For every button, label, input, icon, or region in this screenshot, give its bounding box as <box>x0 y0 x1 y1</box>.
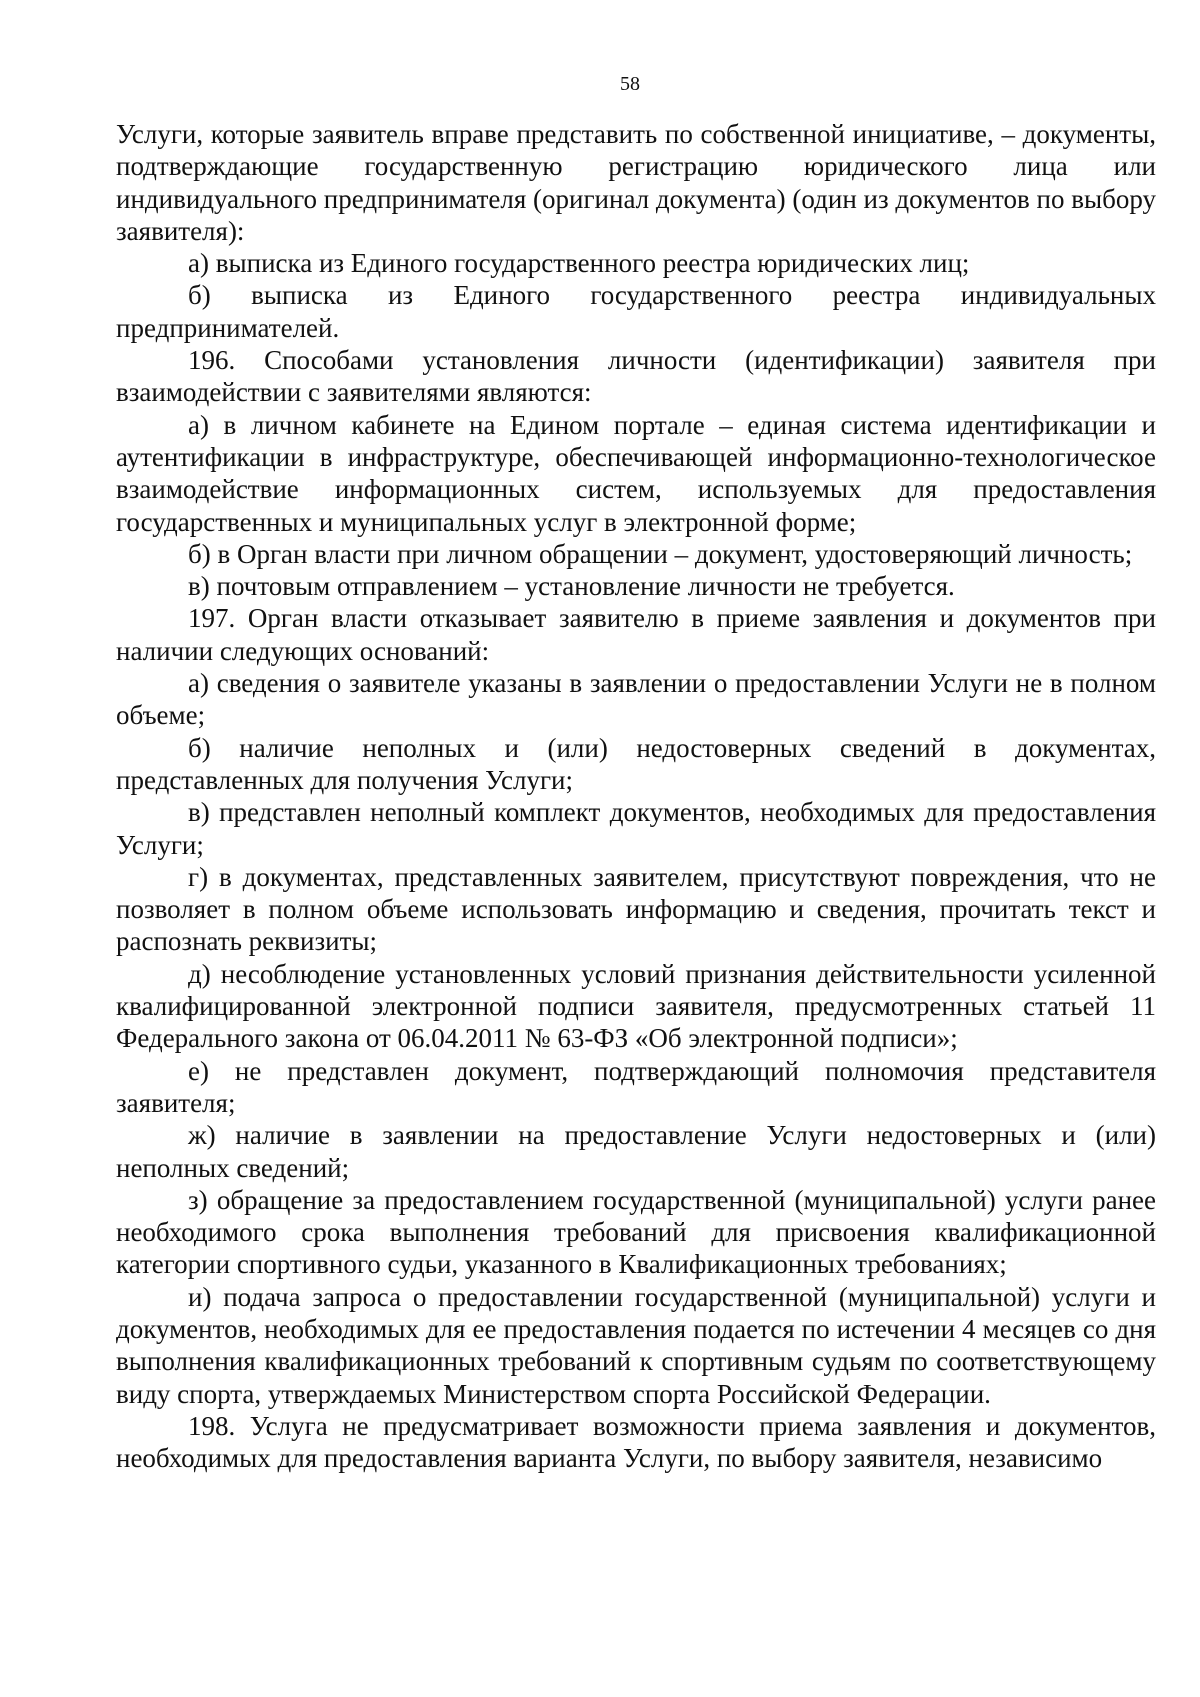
list-item-a: а) в личном кабинете на Едином портале – единая система идентификации и аутентификации в инфраструктуре, обеспечивающей информационно-технологическое взаимодействие информационных систем, используемых для предоставления государственных и муниципальных услуг в электронной форме; <box>116 409 1156 537</box>
list-item-zh: ж) наличие в заявлении на предоставление Услуги недостоверных и (или) неполных сведений; <box>116 1120 1156 1183</box>
list-item-v: в) представлен неполный комплект документов, необходимых для предоставления Услуги; <box>116 797 1156 860</box>
page-number: 58 <box>620 73 640 95</box>
list-item-b: б) в Орган власти при личном обращении – документ, удостоверяющий личность; <box>188 538 1133 569</box>
list-item-i: и) подача запроса о предоставлении государственной (муниципальной) услуги и документов, необходимых для ее предоставления подается по истечении 4 месяцев со дня выполнения квалификационных требований к спортивным судьям по соответствующему виду спорта, утверждаемых Министерством спорта Российской Федерации. <box>116 1281 1156 1409</box>
clause-197: 197. Орган власти отказывает заявителю в приеме заявления и документов при наличии следующих оснований: <box>116 603 1156 666</box>
list-item-v: в) почтовым отправлением – установление личности не требуется. <box>188 571 955 602</box>
clause-196: 196. Способами установления личности (идентификации) заявителя при взаимодействии с заявителями являются: <box>116 345 1156 408</box>
document-body <box>116 118 1156 1474</box>
list-item-d: д) несоблюдение установленных условий признания действительности усиленной квалифицированной электронной подписи заявителя, предусмотренных статьей 11 Федерального закона от 06.04.2011 № 63-ФЗ «Об электронной подписи»; <box>116 958 1156 1054</box>
list-item-b: б) наличие неполных и (или) недостоверных сведений в документах, представленных для получения Услуги; <box>116 732 1156 795</box>
list-item-e: е) не представлен документ, подтверждающий полномочия представителя заявителя; <box>116 1055 1156 1118</box>
paragraph-intro: Услуги, которые заявитель вправе представить по собственной инициативе, – документы, подтверждающие государственную регистрацию юридического лица или индивидуального предпринимателя (оригинал документа) (один из документов по выбору заявителя): <box>116 119 1156 246</box>
clause-198: 198. Услуга не предусматривает возможности приема заявления и документов, необходимых для предоставления варианта Услуги, по выбору заявителя, независимо <box>116 1410 1156 1474</box>
list-item-g: г) в документах, представленных заявителем, присутствуют повреждения, что не позволяет в полном объеме использовать информацию и сведения, прочитать текст и распознать реквизиты; <box>116 861 1156 957</box>
list-item-z: з) обращение за предоставлением государственной (муниципальной) услуги ранее необходимого срока выполнения требований для присвоения квалификационной категории спортивного судьи, указанного в Квалификационных требованиях; <box>116 1184 1156 1280</box>
list-item-a: а) сведения о заявителе указаны в заявлении о предоставлении Услуги не в полном объеме; <box>116 668 1156 731</box>
list-item-b: б) выписка из Единого государственного реестра индивидуальных предпринимателей. <box>116 280 1156 343</box>
list-item-a: а) выписка из Единого государственного реестра юридических лиц; <box>188 248 970 279</box>
